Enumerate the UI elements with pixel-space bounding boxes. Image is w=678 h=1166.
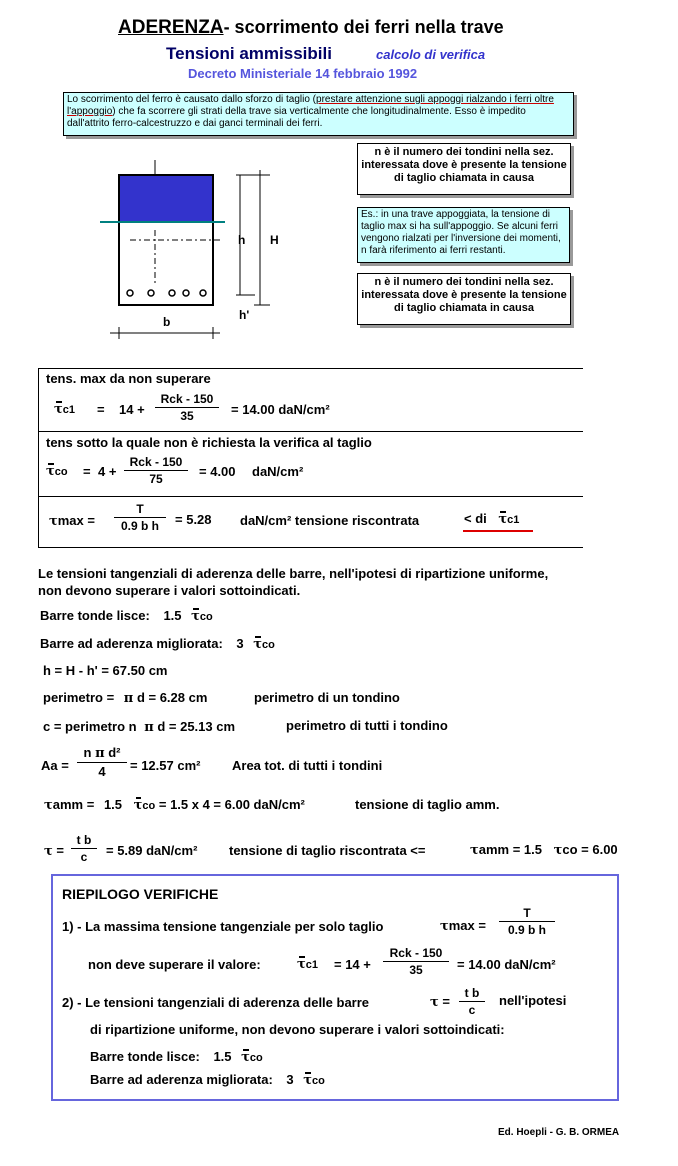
summary-item2-tail: nell'ipotesi [499,993,567,1008]
f3-tail: daN/cm² tensione riscontrata [240,513,420,528]
beam-section-diagram [90,155,290,350]
pi-symbol: π [95,746,105,761]
tamm-val: 1.5 [103,797,123,812]
summary-tmax-sub: max = [448,918,486,933]
summary-eq: = [442,994,450,1009]
h-line: h = H - h' = 67.50 cm [43,663,168,678]
f3-fraction [114,502,166,533]
perimeter-line [43,690,207,706]
f1-den: 35 [180,409,194,423]
tau-bar-symbol: τ [191,609,200,624]
f1-lead: 14 + [119,402,145,417]
aa-result: = 12.57 cm² [130,758,201,773]
note-n-2: n è il numero dei tondini nella sez. interessata dove è presente la tensione di taglio chiamata in causa [357,273,571,325]
summary-tc1-sub: c1 [305,959,318,971]
label-H: H [270,233,279,247]
table-bottom-line [38,547,583,548]
footer-credit: Ed. Hoepli - G. B. ORMEA [498,1127,620,1138]
summary-migl-val: 3 [286,1072,294,1087]
aa-lead: Aa = [41,758,69,773]
migl-val: 3 [236,636,244,651]
aa-num-n: n [83,745,92,760]
f2-result: = 4.00 [199,464,236,479]
summary-f-num: Rck - 150 [383,946,449,962]
t-final: co = 6.00 [562,842,618,857]
f3-result-val: 5.28 [186,512,212,527]
f1-result-val: 14.00 daN/cm² [242,402,330,417]
f1-result: = 14.00 daN/cm² [231,402,330,417]
per-mid: d = 6.28 cm [136,690,208,705]
f3-num: T [114,502,166,518]
intro-underlined: prestare attenzione sugli appoggi rialzando i ferri oltre l'appoggio [67,94,554,117]
per-note: perimetro di un tondino [254,690,400,705]
co-sub: co [262,639,275,651]
summary-t-num: t b [459,986,485,1002]
tau-bar-symbol: τ [297,957,306,972]
migl-line [40,636,275,652]
co-sub: co [249,1052,263,1064]
pi-symbol: π [144,720,154,735]
summary-frac-den: 0.9 b h [507,923,546,937]
summary-title: RIEPILOGO VERIFICHE [62,886,219,902]
lisce-val: 1.5 [163,608,182,623]
tco-sub: co [54,466,68,478]
t-den: c [80,850,88,864]
aa-fraction [77,745,127,779]
summary-t-fraction [459,986,485,1017]
title-rest: - scorrimento dei ferri nella trave [223,17,504,37]
table-divider-2 [38,496,583,497]
body-p1: Le tensioni tangenziali di aderenza delle barre, nell'ipotesi di ripartizione uniforme, [38,566,549,581]
f2-unit: daN/cm² [252,464,304,479]
tau-symbol: τ [430,995,439,1010]
f2-fraction [124,455,188,486]
tau-symbol: τ [49,514,58,529]
summary-tmax [440,918,486,934]
tau-bar-symbol: τ [253,637,263,652]
intro-part1: Lo scorrimento del ferro è causato dallo sforzo di taglio ( [67,94,317,105]
aa-num [77,745,127,763]
tamm-line [44,797,305,813]
c-mid: d = 25.13 cm [157,719,236,734]
f2-num: Rck - 150 [124,455,188,471]
tamm-note: tensione di taglio amm. [355,797,500,812]
tau-eq [44,843,64,859]
title-strong: ADERENZA [118,17,224,38]
tau-eq-sign: = [56,843,64,858]
co-sub: co [142,800,156,812]
row2-title: tens sotto la quale non è richiesta la verifica al taglio [46,435,372,450]
tc1-expr [54,401,75,417]
f1-num: Rck - 150 [155,392,219,408]
f2-den: 75 [149,472,163,486]
f3-den: 0.9 b h [120,519,159,533]
tau-bar-symbol: τ [241,1050,250,1065]
lisce-line [40,608,213,624]
tau-symbol: τ [44,798,53,813]
t-result: = 5.89 daN/cm² [106,843,198,858]
t-fraction [71,833,97,864]
tau-bar-symbol: τ [133,798,143,813]
summary-tau-eq [430,994,450,1010]
summary-lisce-label: Barre tonde lisce: [90,1049,200,1064]
subtitle-note: calcolo di verifica [376,47,486,62]
summary-frac-num: T [499,906,555,922]
note-n-1: n è il numero dei tondini nella sez. interessata dove è presente la tensione di taglio chiamata in causa [357,143,571,195]
migl-label: Barre ad aderenza migliorata: [40,636,223,651]
summary-item1: 1) - La massima tensione tangenziale per solo taglio [62,919,384,934]
label-b: b [163,315,171,329]
f2-result-val: 4.00 [210,464,236,479]
tmax-sub: max = [57,513,95,528]
tau-bar-symbol: τ [303,1073,313,1088]
t-note: tensione di taglio riscontrata <= [229,843,426,858]
summary-f-res: = 14.00 daN/cm² [457,957,556,972]
lisce-label: Barre tonde lisce: [40,608,150,623]
f3-compare [464,511,519,527]
f2-lead: 4 + [98,464,117,479]
tamm-sub: amm = [52,797,95,812]
tau-symbol: τ [440,919,449,934]
tau-symbol: τ [470,843,479,858]
t-amm-val: amm = 1.5 [478,842,542,857]
aa-note: Area tot. di tutti i tondini [232,758,383,773]
aa-num-d: d² [108,745,121,760]
decree: Decreto Ministeriale 14 febbraio 1992 [188,66,418,81]
table-top-line [38,368,583,369]
c-lead: c = perimetro n [43,719,137,734]
summary-t-den: c [468,1003,476,1017]
summary-migl-label: Barre ad aderenza migliorata: [90,1072,273,1087]
eq-2: = [83,464,91,479]
c-line [43,719,235,735]
tau-bar-symbol: τ [54,402,63,417]
intro-part2: ) che fa scorrere gli strati della trave sia verticalmente che longitudinalmente. Esso è impedito dall'attrito ferro-calcestruzzo e dai ganci terminali dei ferri. [67,106,526,129]
summary-tmax-fraction [499,906,555,937]
eq-1: = [97,402,105,417]
c-note: perimetro di tutti i tondino [286,718,448,733]
f3-result: = 5.28 [175,512,212,527]
subtitle: Tensioni ammissibili [166,44,332,63]
summary-item2b: di ripartizione uniforme, non devono superare i valori sottoindicati: [90,1022,505,1037]
t-amm [470,842,618,858]
label-h: h [238,233,246,247]
summary-item1b: non deve superare il valore: [88,957,261,972]
label-h-prime: h' [239,308,250,322]
t-num: t b [71,833,97,849]
summary-item2: 2) - Le tensioni tangenziali di aderenza delle barre [62,995,370,1010]
co-sub: co [199,611,213,623]
per-lead: perimetro = [43,690,115,705]
f3-cmp-text: < di [464,511,487,526]
tc1-sub: c1 [507,514,520,526]
summary-lisce-val: 1.5 [213,1049,232,1064]
summary-f-fraction [383,946,449,977]
tmax-expr [49,513,95,529]
summary-lead: = 14 + [334,957,371,972]
compare-underline [463,530,533,532]
tc1-sub: c1 [62,404,75,416]
f1-fraction [155,392,219,423]
tau-symbol: τ [44,844,53,859]
table-divider-1 [38,431,583,432]
body-p2: non devono superare i valori sottoindicati. [38,583,301,598]
tau-bar-symbol: τ [498,512,508,527]
aa-den: 4 [98,764,106,779]
row1-title: tens. max da non superare [46,371,211,386]
summary-f-den: 35 [409,963,423,977]
intro-box [63,92,574,136]
page-title [118,17,504,39]
tamm-res: = 1.5 x 4 = 6.00 daN/cm² [158,797,305,812]
table-left-line [38,368,39,548]
summary-migl [90,1072,325,1088]
co-sub: co [312,1075,325,1087]
tau-symbol: τ [553,843,563,858]
summary-lisce [90,1049,263,1065]
pi-symbol: π [123,691,134,706]
example-box: Es.: in una trave appoggiata, la tensione di taglio max si ha sull'appoggio. Se alcuni ferri vengono rialzati per l'inversione dei momenti, n farà riferimento ai ferri restanti. [357,207,570,263]
tco-expr [46,463,68,479]
tau-bar-symbol: τ [46,464,55,479]
summary-tc1 [297,956,318,972]
